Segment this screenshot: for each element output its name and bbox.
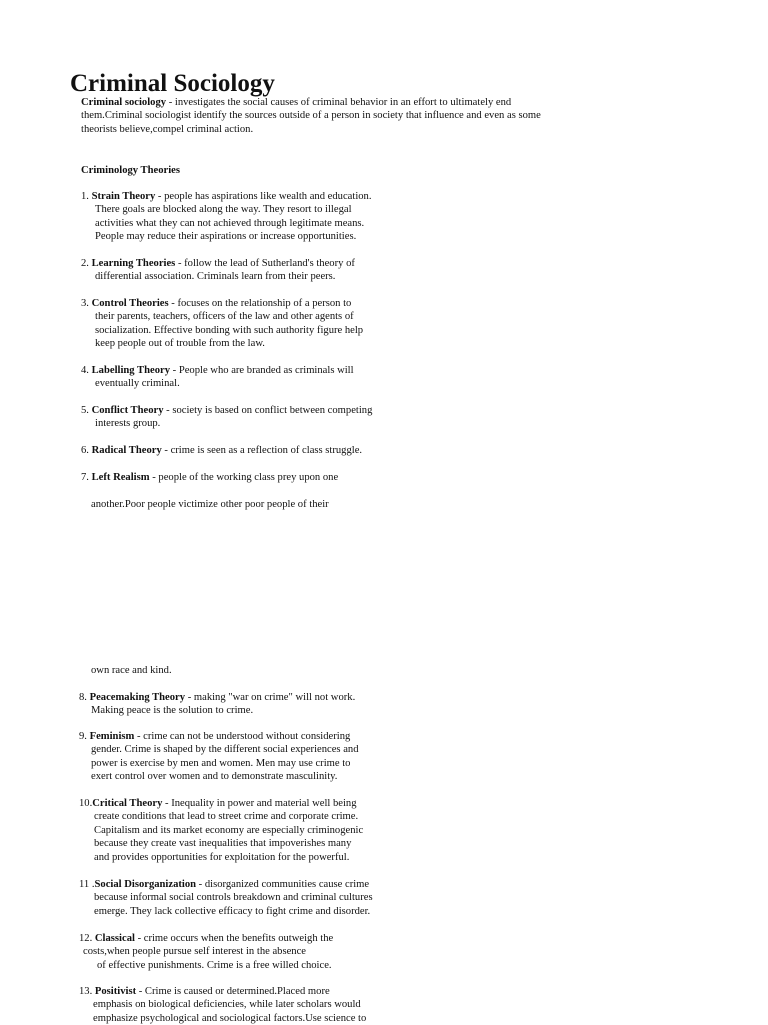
theory-term: Classical xyxy=(94,933,135,944)
theory-term: Conflict Theory xyxy=(91,405,164,416)
theory-term: Peacemaking Theory xyxy=(89,692,186,703)
theory-item: 1. Strain Theory - people has aspirations like wealth and education. There goals are blocked along the way. They resort to illegal activities what they can not achieved through legitimate means. People may reduce their aspirations or increase opportunities. xyxy=(81,191,372,243)
page-title: Criminal Sociology xyxy=(70,70,275,97)
intro-line-3: theorists believe,compel criminal action. xyxy=(81,123,254,135)
section-heading: Criminology Theories xyxy=(81,165,180,176)
theory-term: Feminism xyxy=(89,731,135,742)
intro-term: Criminal sociology xyxy=(81,97,167,108)
theory-item: 13. Positivist - Crime is caused or determined.Placed more emphasis on biological deficiencies, while later scholars would emphasize psychological and sociological factors.Use science to xyxy=(79,986,367,1024)
theory-term: Social Disorganization xyxy=(94,879,197,890)
theory-term: Control Theories xyxy=(91,298,169,309)
continuation-text: another.Poor people victimize other poor people of their xyxy=(91,499,329,510)
intro-paragraph xyxy=(81,96,541,136)
theory-item: 10.Critical Theory - Inequality in power and material well being create conditions that lead to street crime and corporate crime. Capitalism and its market economy are especially criminogenic because they create vast inequalities that impoverishes many and provides opportunities for exploitation for the powerful. xyxy=(79,798,364,863)
intro-line-1: Criminal sociology - investigates the social causes of criminal behavior in an effort to ultimately end xyxy=(81,97,512,108)
theory-term: Radical Theory xyxy=(91,445,162,456)
theory-term: Strain Theory xyxy=(91,191,156,202)
theory-item: 9. Feminism - crime can not be understood without considering gender. Crime is shaped by the different social experiences and power is exercise by men and women. Men may use crime to exert control over women and to demonstrate masculinity. xyxy=(79,731,359,783)
theory-item: 5. Conflict Theory - society is based on conflict between competing interests group. xyxy=(81,405,373,430)
theory-term: Positivist xyxy=(94,986,137,997)
theory-item: 4. Labelling Theory - People who are branded as criminals will eventually criminal. xyxy=(81,365,354,390)
theory-term: Left Realism xyxy=(91,472,150,483)
theory-item: 3. Control Theories - focuses on the relationship of a person to their parents, teachers, officers of the law and other agents of socialization. Effective bonding with such authority figure help keep people out of trouble from the law. xyxy=(81,298,364,350)
theory-term: Learning Theories xyxy=(91,258,176,269)
theory-item: 2. Learning Theories - follow the lead of Sutherland's theory of differential association. Criminals learn from their peers. xyxy=(81,258,355,283)
continuation-text: own race and kind. xyxy=(91,665,172,676)
theory-term: Labelling Theory xyxy=(91,365,170,376)
intro-line-2: them.Criminal sociologist identify the sources outside of a person in society that influence and even as some xyxy=(81,110,541,122)
theory-item: 11 .Social Disorganization - disorganized communities cause crime because informal social controls breakdown and criminal cultures emerge. They lack collective efficacy to fight crime and disorder. xyxy=(79,879,373,917)
theory-item: 12. Classical - crime occurs when the benefits outweigh the costs,when people pursue self interest in the absence of effective punishments. Crime is a free willed choice. xyxy=(79,933,334,971)
theory-item: 6. Radical Theory - crime is seen as a reflection of class struggle. xyxy=(81,445,363,456)
theory-item: 7. Left Realism - people of the working class prey upon one xyxy=(81,472,339,483)
theory-term: Critical Theory xyxy=(92,798,163,809)
theory-item: 8. Peacemaking Theory - making "war on crime" will not work. Making peace is the solution to crime. xyxy=(79,692,356,717)
